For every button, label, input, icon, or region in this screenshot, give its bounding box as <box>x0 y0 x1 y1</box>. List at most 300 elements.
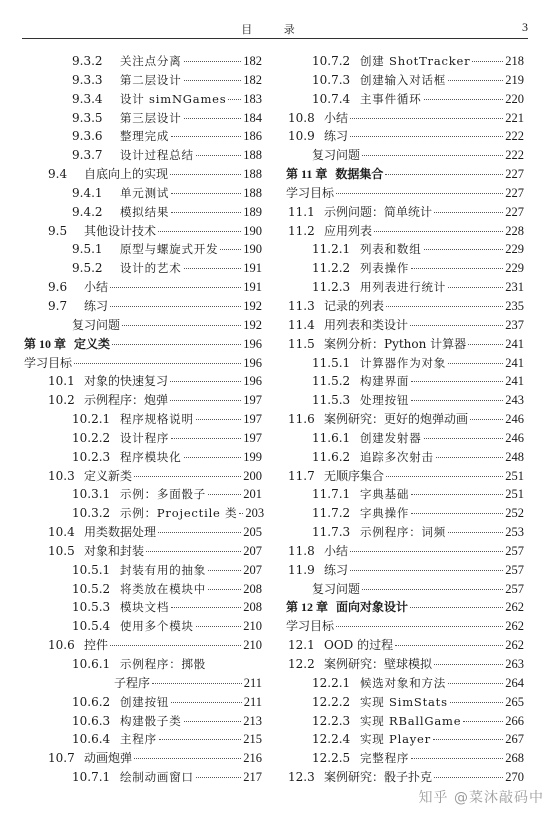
dot-leader <box>184 721 242 722</box>
toc-entry-page: 257 <box>505 581 524 596</box>
dot-leader <box>410 325 503 326</box>
toc-entry-number: 10.3.2 <box>72 506 111 521</box>
toc-entry <box>286 259 524 278</box>
toc-entry-title: 列表操作 <box>360 261 410 276</box>
toc-entry <box>24 768 262 787</box>
dot-leader <box>424 99 504 100</box>
dot-leader <box>170 174 241 175</box>
toc-entry-page: 188 <box>243 148 262 163</box>
toc-chapter-entry <box>286 598 524 617</box>
toc-entry <box>286 467 524 486</box>
toc-entry-number: 10.9 <box>288 129 315 144</box>
toc-entry <box>286 768 524 787</box>
toc-entry-title: 单元测试 <box>120 185 170 200</box>
toc-entry-number: 12.2.2 <box>312 694 351 709</box>
toc-entry-title: 用列表进行统计 <box>360 280 447 295</box>
toc-left-column <box>24 52 265 787</box>
toc-entry <box>286 372 524 391</box>
toc-entry-page: 241 <box>505 336 524 351</box>
toc-entry-number: 9.4.2 <box>72 204 103 219</box>
toc-entry-number: 第 12 章 <box>286 600 329 615</box>
toc-entry <box>24 561 262 580</box>
toc-entry-title: 练习 <box>84 298 109 313</box>
toc-entry-title: 创建按钮 <box>120 694 170 709</box>
toc-entry <box>286 617 524 636</box>
toc-entry-number: 10.6.4 <box>72 732 111 747</box>
toc-entry-number: 12.1 <box>288 638 315 653</box>
header-page-number: 3 <box>522 20 528 34</box>
toc-entry-page: 196 <box>243 336 262 351</box>
toc-entry-page: 183 <box>243 91 262 106</box>
dot-leader <box>170 400 241 401</box>
toc-entry-page: 184 <box>243 110 262 125</box>
toc-entry-title: 实现 Player <box>360 732 431 747</box>
dot-leader <box>350 551 503 552</box>
toc-entry-page: 211 <box>243 675 262 690</box>
toc-entry-title: 记录的列表 <box>324 298 385 313</box>
toc-entry-number: 11.5 <box>288 336 315 351</box>
toc-entry-page: 229 <box>505 242 524 257</box>
toc-entry-number: 11.2.2 <box>312 261 351 276</box>
toc-entry-number: 9.3.7 <box>72 148 103 163</box>
toc-entry <box>286 523 524 542</box>
toc-entry-page: 248 <box>505 449 524 464</box>
toc-entry <box>286 316 524 335</box>
toc-entry <box>24 674 262 693</box>
toc-entry-number: 10.5 <box>48 543 75 558</box>
toc-entry <box>286 674 524 693</box>
toc-entry-title: 复习问题 <box>312 581 361 596</box>
watermark: 知乎 @菜沐敲码中 <box>418 790 544 806</box>
toc-entry-page: 264 <box>505 675 524 690</box>
toc-entry-title: 设计 simNGames <box>120 91 227 106</box>
toc-entry <box>286 335 524 354</box>
toc-entry-number: 12.2.5 <box>312 751 351 766</box>
toc-entry-page: 207 <box>243 562 262 577</box>
toc-entry <box>24 165 262 184</box>
toc-entry-page: 262 <box>505 638 524 653</box>
toc-entry-title: 处理按钮 <box>360 393 410 408</box>
toc-entry-page: 270 <box>505 770 524 785</box>
toc-entry-number: 10.6 <box>48 638 75 653</box>
dot-leader <box>184 268 242 269</box>
toc-entry-page: 199 <box>243 449 262 464</box>
dot-leader <box>350 136 503 137</box>
toc-entry <box>286 240 524 259</box>
toc-entry-number: 10.3.1 <box>72 487 111 502</box>
toc-entry <box>24 278 262 297</box>
toc-entry-page: 182 <box>243 54 262 68</box>
toc-entry-number: 10.2.3 <box>72 449 111 464</box>
toc-entry-number: 10.3 <box>48 468 75 483</box>
toc-entry-title: 小结 <box>84 280 109 295</box>
toc-entry-title: 数据集合 <box>335 167 384 182</box>
toc-entry-number: 12.2.3 <box>312 713 351 728</box>
toc-entry-number: 12.2.1 <box>312 675 351 690</box>
toc-entry-page: 196 <box>243 374 262 389</box>
toc-entry-page: 191 <box>243 261 262 276</box>
toc-entry <box>286 429 524 448</box>
toc-entry <box>24 467 262 486</box>
dot-leader <box>411 400 503 401</box>
toc-entry <box>286 90 524 109</box>
toc-entry <box>24 655 262 674</box>
toc-entry-page: 241 <box>505 355 524 370</box>
dot-leader <box>411 758 503 759</box>
toc-entry <box>24 240 262 259</box>
toc-entry <box>286 730 524 749</box>
toc-entry-title: 设计过程总结 <box>120 148 194 163</box>
toc-entry-number: 10.7.1 <box>72 770 111 785</box>
dot-leader <box>350 570 503 571</box>
toc-entry-page: 228 <box>505 223 524 238</box>
toc-entry <box>286 127 524 146</box>
toc-entry <box>24 448 262 467</box>
toc-right-column <box>286 52 524 787</box>
toc-entry-page: 217 <box>243 770 262 785</box>
toc-entry <box>24 693 262 712</box>
toc-chapter-entry <box>24 335 262 354</box>
toc-entry-title: 对象和封装 <box>84 543 145 558</box>
toc-entry-page: 267 <box>505 732 524 747</box>
dot-leader <box>450 702 503 703</box>
toc-entry-title: 学习目标 <box>286 185 335 200</box>
dot-leader <box>122 325 241 326</box>
toc-entry <box>24 391 262 410</box>
toc-entry-number: 10.7.4 <box>312 91 351 106</box>
toc-entry-page: 231 <box>505 280 524 295</box>
toc-entry <box>286 184 524 203</box>
toc-entry <box>24 316 262 335</box>
toc-entry-page: 220 <box>505 91 524 106</box>
toc-entry-title: 完整程序 <box>360 751 410 766</box>
toc-entry-page: 188 <box>243 167 262 182</box>
toc-entry-number: 11.8 <box>288 543 315 558</box>
toc-entry-number: 11.7 <box>288 468 315 483</box>
toc-entry <box>24 90 262 109</box>
dot-leader <box>220 249 241 250</box>
toc-entry-page: 219 <box>505 72 524 87</box>
toc-entry-number: 9.5.1 <box>72 242 103 257</box>
toc-entry-title: 其他设计技术 <box>84 223 157 238</box>
toc-entry-page: 196 <box>243 355 262 370</box>
dot-leader <box>463 721 503 722</box>
toc-entry-title: 构建界面 <box>360 374 410 389</box>
toc-entry-page: 251 <box>505 487 524 502</box>
dot-leader <box>170 381 241 382</box>
dot-leader <box>208 494 241 495</box>
toc-entry <box>286 712 524 731</box>
toc-entry-number: 11.1 <box>288 204 315 219</box>
toc-entry-number: 10.2.2 <box>72 430 111 445</box>
toc-entry-title: 使用多个模块 <box>120 619 194 634</box>
toc-entry <box>24 523 262 542</box>
dot-leader <box>448 683 503 684</box>
toc-entry <box>286 52 524 71</box>
toc-entry <box>286 448 524 467</box>
dot-leader <box>411 268 503 269</box>
toc-entry-number: 第 10 章 <box>24 336 67 351</box>
toc-entry-number: 10.8 <box>288 110 315 125</box>
toc-entry <box>24 297 262 316</box>
toc-entry-page: 222 <box>505 148 524 163</box>
toc-entry-title: 复习问题 <box>312 148 361 163</box>
toc-entry <box>24 203 262 222</box>
toc-entry <box>24 410 262 429</box>
dot-leader <box>158 231 241 232</box>
toc-entry-title: 关注点分离 <box>120 54 182 68</box>
dot-leader <box>472 61 503 62</box>
dot-leader <box>208 589 241 590</box>
toc-entry-title: 追踪多次射击 <box>360 449 434 464</box>
toc-entry <box>24 617 262 636</box>
toc-entry <box>24 598 262 617</box>
toc-entry <box>286 580 524 599</box>
toc-entry-number: 10.1 <box>48 374 75 389</box>
toc-entry-title: 练习 <box>324 562 349 577</box>
toc-entry-title: 案例研究：骰子扑克 <box>324 770 433 785</box>
toc-entry <box>286 278 524 297</box>
toc-entry-title: 示例问题：简单统计 <box>324 204 433 219</box>
toc-entry-number: 9.3.3 <box>72 72 103 87</box>
toc-entry-title: 实现 RBallGame <box>360 713 462 728</box>
toc-entry <box>286 504 524 523</box>
dot-leader <box>112 344 241 345</box>
toc-entry-page: 197 <box>243 412 262 427</box>
toc-entry <box>24 542 262 561</box>
dot-leader <box>411 494 503 495</box>
toc-entry-number: 9.7 <box>48 298 68 313</box>
toc-entry-title: 控件 <box>84 638 109 653</box>
toc-entry <box>286 749 524 768</box>
dot-leader <box>171 212 241 213</box>
toc-entry-title: 示例：Projectile 类 <box>120 506 238 521</box>
toc-entry-number: 11.5.1 <box>312 355 351 370</box>
toc-entry-page: 265 <box>505 694 524 709</box>
toc-entry-number: 10.7.2 <box>312 54 351 68</box>
toc-entry-page: 186 <box>243 129 262 144</box>
toc-entry-title: 计算器作为对象 <box>360 355 447 370</box>
toc-entry <box>24 712 262 731</box>
toc-entry-title: 示例：多面骰子 <box>120 487 207 502</box>
toc-entry-page: 227 <box>505 185 524 200</box>
dot-leader <box>433 739 503 740</box>
toc-entry-page: 192 <box>243 317 262 332</box>
toc-entry-title: 原型与螺旋式开发 <box>120 242 219 257</box>
toc-entry <box>24 580 262 599</box>
toc-entry-page: 257 <box>505 543 524 558</box>
toc-entry <box>286 391 524 410</box>
toc-entry <box>286 297 524 316</box>
toc-entry-title: 练习 <box>324 129 349 144</box>
dot-leader <box>448 287 503 288</box>
toc-entry-title: 列表和数组 <box>360 242 422 257</box>
toc-entry <box>286 203 524 222</box>
toc-entry-title: 面向对象设计 <box>336 600 409 615</box>
toc-entry-title: 整理完成 <box>120 129 170 144</box>
toc-entry-number: 9.4 <box>48 167 68 182</box>
toc-entry-page: 207 <box>243 543 262 558</box>
toc-entry-title: 实现 SimStats <box>360 694 448 709</box>
toc-entry-page: 235 <box>505 298 524 313</box>
toc-entry-title: 模块文档 <box>120 600 170 615</box>
toc-entry-title: 应用列表 <box>324 223 373 238</box>
toc-entry-page: 221 <box>505 110 524 125</box>
toc-entry-title: 动画炮弹 <box>84 751 133 766</box>
toc-entry <box>286 542 524 561</box>
toc-entry <box>24 730 262 749</box>
dot-leader <box>196 626 241 627</box>
dot-leader <box>228 99 241 100</box>
toc-entry-page: 191 <box>243 280 262 295</box>
toc-entry-page: 262 <box>505 600 524 615</box>
toc-entry-title: 用列表和类设计 <box>324 317 409 332</box>
toc-entry-number: 9.5.2 <box>72 261 103 276</box>
dot-leader <box>386 306 503 307</box>
toc-entry-title: 将类放在模块中 <box>120 581 207 596</box>
toc-entry-number: 11.9 <box>288 562 315 577</box>
dot-leader <box>184 118 242 119</box>
toc-entry-number: 11.4 <box>288 317 315 332</box>
toc-entry <box>286 146 524 165</box>
dot-leader <box>196 419 241 420</box>
toc-entry-number: 10.6.2 <box>72 694 111 709</box>
toc-entry <box>286 71 524 90</box>
dot-leader <box>448 80 503 81</box>
toc-entry <box>24 52 262 71</box>
toc-entry-page: 227 <box>505 167 524 182</box>
toc-chapter-entry <box>286 165 524 184</box>
toc-entry-number: 11.2.1 <box>312 242 351 257</box>
toc-entry-title: 对象的快速复习 <box>84 374 169 389</box>
toc-entry <box>286 485 524 504</box>
toc-entry-page: 243 <box>505 393 524 408</box>
dot-leader <box>411 381 503 382</box>
dot-leader <box>385 174 503 175</box>
toc-entry-page: 227 <box>505 204 524 219</box>
toc-entry-page: 182 <box>243 72 262 87</box>
toc-entry-title: 小结 <box>324 110 349 125</box>
toc-entry-title: 主事件循环 <box>360 91 422 106</box>
toc-entry-page: 216 <box>243 751 262 766</box>
toc-entry-page: 192 <box>243 298 262 313</box>
toc-entry-number: 10.6.1 <box>72 657 111 671</box>
toc-entry-page: 200 <box>243 468 262 483</box>
dot-leader <box>468 344 503 345</box>
toc-entry-page: 215 <box>243 732 262 747</box>
dot-leader <box>171 193 241 194</box>
toc-entry-page: 229 <box>505 261 524 276</box>
dot-leader <box>159 739 241 740</box>
toc-entry <box>24 259 262 278</box>
toc-entry-number: 9.6 <box>48 280 68 295</box>
toc-entry <box>24 184 262 203</box>
toc-entry-title: 无顺序集合 <box>324 468 385 483</box>
toc-entry-page: 266 <box>505 713 524 728</box>
toc-entry-page: 188 <box>243 185 262 200</box>
toc-entry-page: 246 <box>505 430 524 445</box>
dot-leader <box>395 645 503 646</box>
toc-entry-number: 10.5.2 <box>72 581 111 596</box>
toc-entry-number: 9.3.6 <box>72 129 103 144</box>
toc-entry <box>286 655 524 674</box>
dot-leader <box>410 607 503 608</box>
toc-entry-title: 模拟结果 <box>120 204 170 219</box>
toc-entry-page: 262 <box>505 619 524 634</box>
toc-entry-number: 11.7.1 <box>312 487 351 502</box>
toc-entry-title: 示例程序：掷骰 <box>120 657 207 671</box>
toc-entry-page: 218 <box>505 54 524 68</box>
toc-entry-page: 246 <box>505 412 524 427</box>
dot-leader <box>110 645 241 646</box>
toc-entry-title: 字典基础 <box>360 487 410 502</box>
toc-entry <box>24 485 262 504</box>
toc-entry-number: 11.5.2 <box>312 374 351 389</box>
toc-entry-page: 210 <box>243 619 262 634</box>
dot-leader <box>239 513 243 514</box>
toc-entry-number: 10.7.3 <box>312 72 351 87</box>
toc-entry <box>24 71 262 90</box>
toc-entry-title: 示例程序：炮弹 <box>84 393 169 408</box>
toc-entry <box>24 429 262 448</box>
dot-leader <box>146 551 241 552</box>
toc-entry-page: 252 <box>505 506 524 521</box>
toc-entry-title: 小结 <box>324 543 349 558</box>
toc-entry <box>286 222 524 241</box>
toc-entry-number: 10.2 <box>48 393 75 408</box>
dot-leader <box>448 363 503 364</box>
dot-leader <box>411 513 503 514</box>
dot-leader <box>74 363 241 364</box>
dot-leader <box>110 287 241 288</box>
header-title: 目 录 <box>241 23 309 36</box>
toc-entry-number: 9.5 <box>48 223 68 238</box>
dot-leader <box>196 777 241 778</box>
toc-entry <box>24 222 262 241</box>
toc-entry-page: 189 <box>243 204 262 219</box>
toc-entry-title: 案例分析：Python 计算器 <box>324 336 467 351</box>
toc-entry-number: 11.7.3 <box>312 525 351 540</box>
dot-leader <box>424 249 504 250</box>
toc-entry-title: 设计程序 <box>120 430 170 445</box>
toc-entry <box>24 146 262 165</box>
dot-leader <box>386 476 503 477</box>
dot-leader <box>184 61 242 62</box>
running-header <box>22 20 528 39</box>
toc-entry <box>24 354 262 373</box>
toc-entry-page: 210 <box>243 638 262 653</box>
toc-entry-page: 253 <box>505 525 524 540</box>
toc-entry-number: 10.2.1 <box>72 412 111 427</box>
toc-entry <box>286 109 524 128</box>
toc-entry <box>24 749 262 768</box>
toc-entry <box>24 127 262 146</box>
toc-entry-page: 211 <box>243 694 262 709</box>
dot-leader <box>350 118 503 119</box>
toc-entry-page: 190 <box>243 223 262 238</box>
toc-entry-page: 208 <box>243 600 262 615</box>
toc-entry <box>24 109 262 128</box>
toc-entry-number: 12.3 <box>288 770 315 785</box>
dot-leader <box>110 306 241 307</box>
toc-entry-title: 第二层设计 <box>120 72 182 87</box>
dot-leader <box>336 193 503 194</box>
toc-entry-page: 241 <box>505 374 524 389</box>
toc-entry-page: 201 <box>243 487 262 502</box>
dot-leader <box>336 626 503 627</box>
toc-entry-number: 11.6.1 <box>312 430 351 445</box>
toc-entry <box>286 410 524 429</box>
